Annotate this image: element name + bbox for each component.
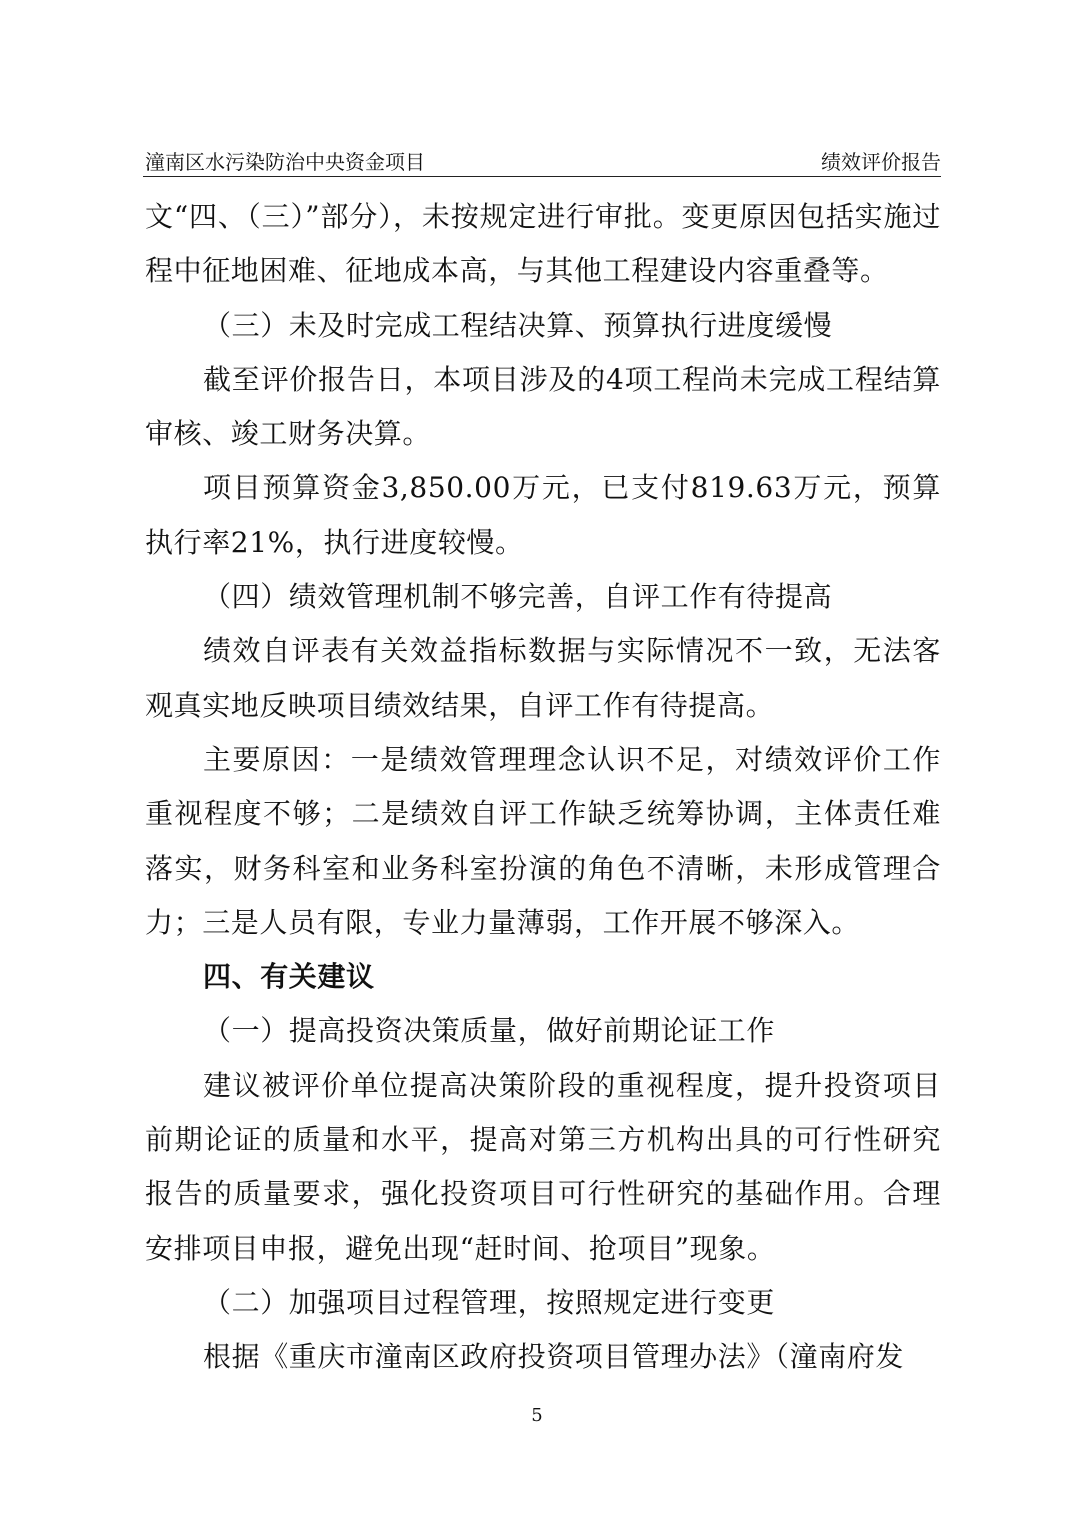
paragraph-settlement: 截至评价报告日，本项目涉及的4项工程尚未完成工程结算审核、竣工财务决算。 — [145, 362, 941, 451]
header-project-name: 潼南区水污染防治中央资金项目 — [145, 150, 425, 174]
paragraph-suggestion-1: 建议被评价单位提高决策阶段的重视程度，提升投资项目前期论证的质量和水平，提高对第三方机构出具的可行性研究报告的质量要求，强化投资项目可行性研究的基础作用。合理安排项目申报，避免出现“赶时间、抢项目”现象。 — [145, 1068, 941, 1265]
paragraph-continuation: 文“四、（三）”部分），未按规定进行审批。变更原因包括实施过程中征地困难、征地成本高，与其他工程建设内容重叠等。 — [145, 200, 941, 288]
section-heading-4: （四）绩效管理机制不够完善，自评工作有待提高 — [203, 580, 833, 614]
page-header — [143, 148, 941, 177]
document-body — [145, 190, 941, 1385]
page-number: 5 — [531, 1405, 543, 1426]
header-report-type: 绩效评价报告 — [821, 150, 941, 174]
paragraph-suggestion-2: 根据《重庆市潼南区政府投资项目管理办法》（潼南府发 — [203, 1340, 905, 1374]
section-heading-suggestion-1: （一）提高投资决策质量，做好前期论证工作 — [203, 1014, 776, 1048]
paragraph-budget: 项目预算资金3,850.00万元，已支付819.63万元，预算执行率21%，执行进度较慢。 — [145, 471, 941, 559]
section-heading-3: （三）未及时完成工程结决算、预算执行进度缓慢 — [203, 308, 833, 342]
chapter-heading-suggestions: 四、有关建议 — [203, 960, 375, 994]
paragraph-self-evaluation: 绩效自评表有关效益指标数据与实际情况不一致，无法客观真实地反映项目绩效结果，自评工作有待提高。 — [145, 634, 941, 722]
section-heading-suggestion-2: （二）加强项目过程管理，按照规定进行变更 — [203, 1285, 776, 1319]
paragraph-main-reasons: 主要原因：一是绩效管理理念认识不足，对绩效评价工作重视程度不够；二是绩效自评工作缺乏统筹协调，主体责任难落实，财务科室和业务科室扮演的角色不清晰，未形成管理合力；三是人员有限，专业力量薄弱，工作开展不够深入。 — [145, 742, 941, 939]
